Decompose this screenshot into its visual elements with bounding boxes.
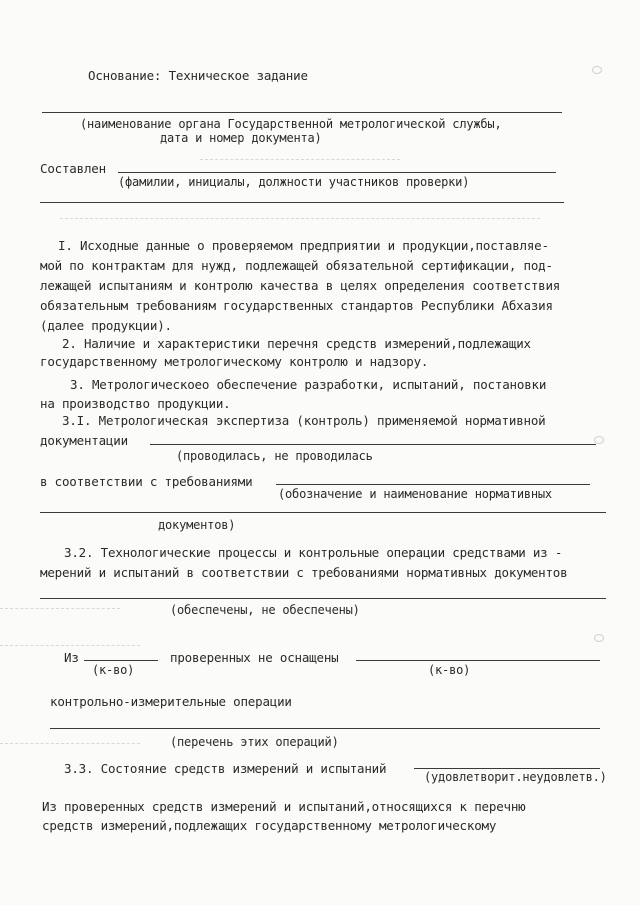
section-2-line-2: государственному метрологическому контролю и надзору. <box>40 354 429 369</box>
operations-caption: (перечень этих операций) <box>170 735 339 749</box>
operations-fill-line <box>50 728 600 729</box>
expertise-fill-line <box>150 444 596 445</box>
organ-caption-2: дата и номер документа) <box>160 131 322 145</box>
section-3-3-line-2: Из проверенных средств измерений и испытаний,относящихся к перечню <box>42 799 526 814</box>
section-3-1-line-2: документации <box>40 433 128 448</box>
composed-label: Составлен <box>40 161 106 176</box>
basis-line: Основание: Техническое задание <box>88 68 308 83</box>
organ-caption-1: (наименование органа Государственной метрологической службы, <box>80 117 502 131</box>
quantity-caption-1: (к-во) <box>92 663 135 677</box>
section-3-2-line-2: мерений и испытаний в соответствии с требованиями нормативных документов <box>40 565 568 580</box>
control-operations-label: контрольно-измерительные операции <box>50 694 292 709</box>
requirements-fill-line <box>276 484 590 485</box>
state-caption: (удовлетворит.неудовлетв.) <box>424 770 607 784</box>
section-3-1-line-1: 3.I. Метрологическая экспертиза (контроль) применяемой нормативной <box>62 413 546 428</box>
organ-fill-line <box>42 112 562 113</box>
provision-fill-line <box>40 598 606 599</box>
section-1-line-3: лежащей испытаниям и контролю качества в целях определения соответствия <box>40 278 561 293</box>
quantity-fill-line-1 <box>84 660 158 661</box>
bleed-through-line <box>0 743 140 744</box>
participants-caption: (фамилии, инициалы, должности участников проверки) <box>118 175 470 189</box>
not-equipped-label: проверенных не оснащены <box>170 650 339 665</box>
section-3-2-line-1: 3.2. Технологические процессы и контрольные операции средствами из - <box>64 545 563 560</box>
requirements-fill-line-2 <box>40 512 606 513</box>
bleed-through-line <box>60 218 540 219</box>
section-3-3-line-1: 3.3. Состояние средств измерений и испытаний <box>64 761 387 776</box>
quantity-fill-line-2 <box>356 660 600 661</box>
punch-mark <box>592 66 602 74</box>
participants-fill-line <box>40 202 564 203</box>
quantity-caption-2: (к-во) <box>428 663 471 677</box>
section-3-1-line-3: в соответствии с требованиями <box>40 474 253 489</box>
section-1-line-1: I. Исходные данные о проверяемом предприятии и продукции,поставляе- <box>58 238 549 253</box>
section-3-3-line-3: средств измерений,подлежащих государственному метрологическому <box>42 818 497 833</box>
section-2-line-1: 2. Наличие и характеристики перечня средств измерений,подлежащих <box>62 336 531 351</box>
bleed-through-line <box>0 645 140 646</box>
section-3-line-1: 3. Метрологическоео обеспечение разработки, испытаний, постановки <box>70 377 547 392</box>
section-1-line-5: (далее продукции). <box>40 318 172 333</box>
section-3-line-2: на производство продукции. <box>40 396 231 411</box>
section-1-line-2: мой по контрактам для нужд, подлежащей обязательной сертификации, под- <box>40 258 553 273</box>
punch-mark <box>594 634 604 642</box>
provision-caption: (обеспечены, не обеспечены) <box>170 603 360 617</box>
composed-fill-line <box>118 172 556 173</box>
bleed-through-line <box>200 159 400 160</box>
requirements-caption-1: (обозначение и наименование нормативных <box>278 487 552 501</box>
bleed-through-line <box>0 608 120 609</box>
from-label: Из <box>64 650 79 665</box>
section-1-line-4: обязательным требованиям государственных стандартов Республики Абхазия <box>40 298 553 313</box>
expertise-caption: (проводилась, не проводилась <box>176 449 373 463</box>
requirements-caption-2: документов) <box>158 518 236 532</box>
punch-mark <box>594 436 604 444</box>
